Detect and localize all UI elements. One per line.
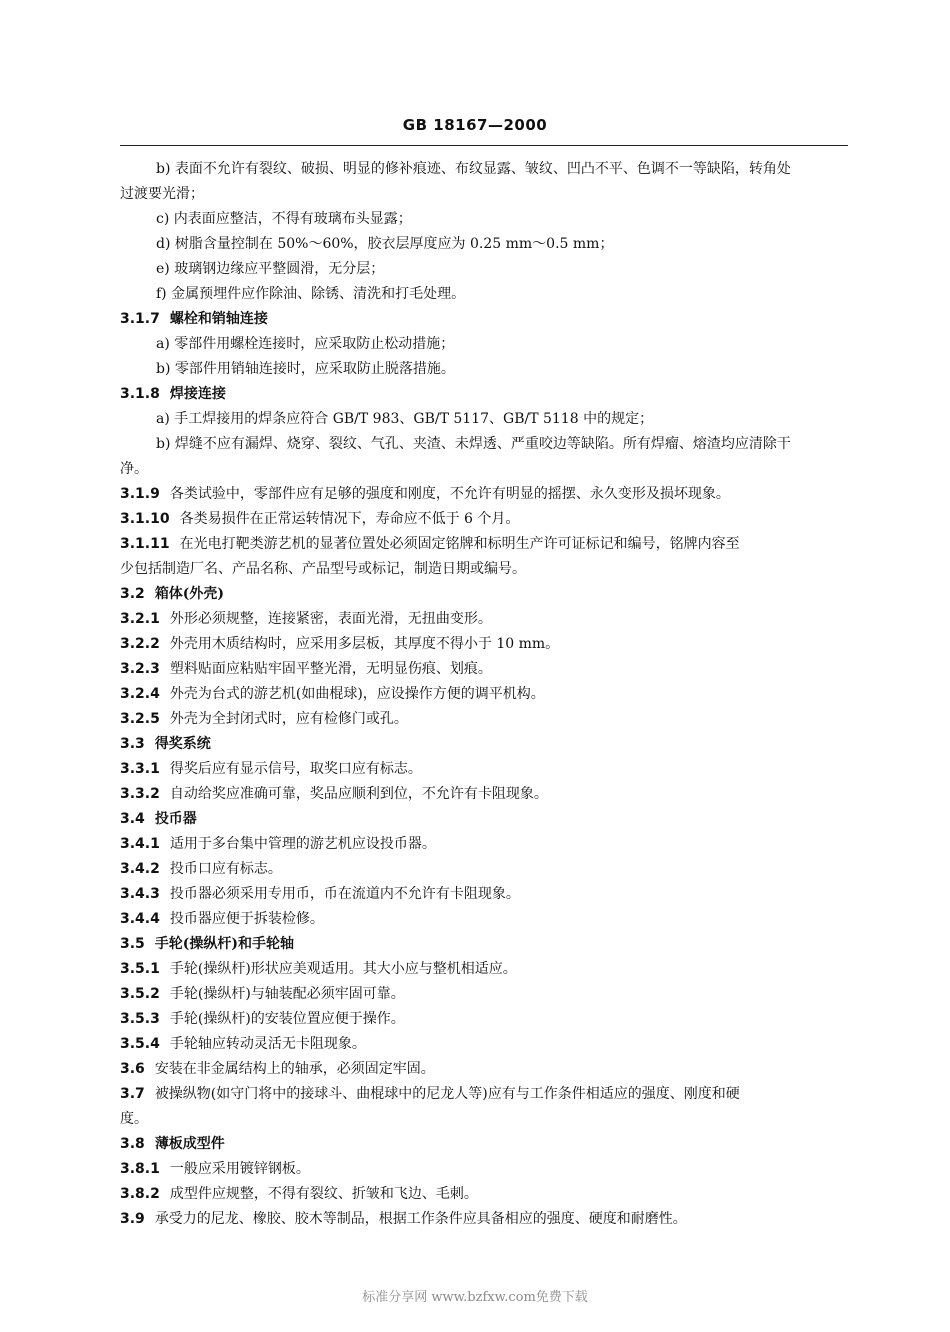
clause-text: 外壳为全封闭式时，应有检修门或孔。 <box>169 711 408 727</box>
footer-watermark <box>0 1286 950 1305</box>
text-line-s354 <box>120 1032 848 1057</box>
text-line-s352 <box>120 982 848 1007</box>
clause-number: 3.2 <box>120 586 145 602</box>
text-line-s382 <box>120 1182 848 1207</box>
clause-text: 手轮轴应转动灵活无卡阻现象。 <box>169 1036 366 1052</box>
clause-number: 3.8.1 <box>120 1161 160 1177</box>
clause-number: 3.5.2 <box>120 986 160 1002</box>
clause-text: 在光电打靶类游艺机的显著位置处必须固定铭牌和标明生产许可证标记和编号，铭牌内容至 <box>179 536 740 552</box>
text-line-s33 <box>120 732 848 757</box>
document-body <box>120 157 848 1232</box>
clause-text: 一般应采用镀锌钢板。 <box>169 1161 310 1177</box>
clause-text: d) 树脂含量控制在 50%～60%，胶衣层厚度应为 0.25 mm～0.5 mm； <box>156 236 614 252</box>
section-heading: 焊接连接 <box>169 386 226 402</box>
clause-number: 3.5.4 <box>120 1036 160 1052</box>
clause-text: b) 零部件用销轴连接时，应采取防止脱落措施。 <box>156 361 455 377</box>
text-line-s332 <box>120 782 848 807</box>
text-line-s321 <box>120 607 848 632</box>
clause-number: 3.3 <box>120 736 145 752</box>
clause-number: 3.7 <box>120 1086 145 1102</box>
clause-number: 3.2.4 <box>120 686 160 702</box>
clause-text: 投币器必须采用专用币，币在流道内不允许有卡阻现象。 <box>169 886 520 902</box>
text-line-s351 <box>120 957 848 982</box>
text-line-s318 <box>120 382 848 407</box>
clause-number: 3.5.1 <box>120 961 160 977</box>
text-line-b2 <box>120 182 848 207</box>
text-line-s323 <box>120 657 848 682</box>
clause-text: 自动给奖应准确可靠，奖品应顺利到位，不允许有卡阻现象。 <box>169 786 548 802</box>
text-line-s35 <box>120 932 848 957</box>
text-line-s36 <box>120 1057 848 1082</box>
text-line-s38 <box>120 1132 848 1157</box>
text-line-s37b <box>120 1107 848 1132</box>
clause-text: 安装在非金属结构上的轴承，必须固定牢固。 <box>154 1061 435 1077</box>
clause-number: 3.1.10 <box>120 511 170 527</box>
clause-text: f) 金属预埋件应作除油、除锈、清洗和打毛处理。 <box>156 286 466 302</box>
clause-text: 成型件应规整，不得有裂纹、折皱和飞边、毛刺。 <box>169 1186 478 1202</box>
clause-text: 过渡要光滑； <box>120 186 204 202</box>
clause-number: 3.5 <box>120 936 145 952</box>
clause-number: 3.2.2 <box>120 636 160 652</box>
clause-text: 外壳用木质结构时，应采用多层板，其厚度不得小于 10 mm。 <box>169 636 560 652</box>
clause-number: 3.1.11 <box>120 536 170 552</box>
clause-text: 外形必须规整，连接紧密，表面光滑，无扭曲变形。 <box>169 611 492 627</box>
text-line-s3110 <box>120 507 848 532</box>
text-line-s39 <box>120 1207 848 1232</box>
clause-number: 3.4.1 <box>120 836 160 852</box>
text-line-b1 <box>120 157 848 182</box>
clause-number: 3.4.2 <box>120 861 160 877</box>
clause-text: 得奖后应有显示信号，取奖口应有标志。 <box>169 761 422 777</box>
clause-text: 度。 <box>120 1111 148 1127</box>
section-heading: 得奖系统 <box>154 736 211 752</box>
text-line-s319 <box>120 482 848 507</box>
clause-text: 投币器应便于拆装检修。 <box>169 911 324 927</box>
text-line-s317 <box>120 307 848 332</box>
text-line-s325 <box>120 707 848 732</box>
text-line-d <box>120 232 848 257</box>
clause-number: 3.1.8 <box>120 386 160 402</box>
clause-number: 3.2.5 <box>120 711 160 727</box>
clause-text: 少包括制造厂名、产品名称、产品型号或标记，制造日期或编号。 <box>120 561 526 577</box>
clause-text: 适用于多台集中管理的游艺机应设投币器。 <box>169 836 436 852</box>
clause-text: 被操纵物(如守门将中的接球斗、曲棍球中的尼龙人等)应有与工作条件相适应的强度、刚度和硬 <box>154 1086 740 1102</box>
section-heading: 投币器 <box>154 811 197 827</box>
text-line-s353 <box>120 1007 848 1032</box>
section-heading: 螺栓和销轴连接 <box>169 311 268 327</box>
clause-text: c) 内表面应整洁，不得有玻璃布头显露； <box>156 211 412 227</box>
clause-number: 3.1.7 <box>120 311 160 327</box>
text-line-s3111b <box>120 557 848 582</box>
clause-number: 3.2.3 <box>120 661 160 677</box>
text-line-s37a <box>120 1082 848 1107</box>
text-line-s318b2 <box>120 457 848 482</box>
clause-number: 3.8.2 <box>120 1186 160 1202</box>
clause-text: 手轮(操纵杆)形状应美观适用。其大小应与整机相适应。 <box>169 961 517 977</box>
text-line-f <box>120 282 848 307</box>
text-line-s318a <box>120 407 848 432</box>
clause-text: 手轮(操纵杆)的安装位置应便于操作。 <box>169 1011 405 1027</box>
clause-text: 净。 <box>120 461 148 477</box>
clause-number: 3.4 <box>120 811 145 827</box>
text-line-s342 <box>120 857 848 882</box>
text-line-s343 <box>120 882 848 907</box>
clause-number: 3.4.3 <box>120 886 160 902</box>
clause-text: b) 焊缝不应有漏焊、烧穿、裂纹、气孔、夹渣、未焊透、严重咬边等缺陷。所有焊瘤、熔渣均应清除干 <box>156 436 791 452</box>
section-heading: 箱体(外壳) <box>154 586 225 602</box>
clause-text: 手轮(操纵杆)与轴装配必须牢固可靠。 <box>169 986 405 1002</box>
watermark-text: 标准分享网 www.bzfxw.com免费下载 <box>362 1290 588 1305</box>
standard-code: GB 18167—2000 <box>402 116 548 134</box>
text-line-s344 <box>120 907 848 932</box>
clause-number: 3.2.1 <box>120 611 160 627</box>
clause-number: 3.1.9 <box>120 486 160 502</box>
clause-text: 各类易损件在正常运转情况下，寿命应不低于 6 个月。 <box>179 511 520 527</box>
text-line-s341 <box>120 832 848 857</box>
clause-number: 3.8 <box>120 1136 145 1152</box>
text-line-s3111a <box>120 532 848 557</box>
clause-text: 投币口应有标志。 <box>169 861 282 877</box>
clause-number: 3.9 <box>120 1211 145 1227</box>
header-rule <box>120 145 848 146</box>
text-line-s331 <box>120 757 848 782</box>
section-heading: 薄板成型件 <box>154 1136 225 1152</box>
clause-text: a) 零部件用螺栓连接时，应采取防止松动措施； <box>156 336 455 352</box>
clause-text: 各类试验中，零部件应有足够的强度和刚度，不允许有明显的摇摆、永久变形及损坏现象。 <box>169 486 730 502</box>
clause-number: 3.5.3 <box>120 1011 160 1027</box>
clause-text: b) 表面不允许有裂纹、破损、明显的修补痕迹、布纹显露、皱纹、凹凸不平、色调不一等缺陷，转角处 <box>156 161 791 177</box>
text-line-s32 <box>120 582 848 607</box>
section-heading: 手轮(操纵杆)和手轮轴 <box>154 936 295 952</box>
clause-text: a) 手工焊接用的焊条应符合 GB/T 983、GB/T 5117、GB/T 5118 中的规定； <box>156 411 654 427</box>
text-line-s322 <box>120 632 848 657</box>
clause-number: 3.6 <box>120 1061 145 1077</box>
text-line-e <box>120 257 848 282</box>
text-line-c <box>120 207 848 232</box>
clause-text: 承受力的尼龙、橡胶、胶木等制品，根据工作条件应具备相应的强度、硬度和耐磨性。 <box>154 1211 687 1227</box>
clause-number: 3.3.1 <box>120 761 160 777</box>
clause-text: 外壳为台式的游艺机(如曲棍球)，应设操作方便的调平机构。 <box>169 686 545 702</box>
clause-text: 塑料贴面应粘贴牢固平整光滑，无明显伤痕、划痕。 <box>169 661 492 677</box>
text-line-s34 <box>120 807 848 832</box>
document-header <box>0 116 950 134</box>
text-line-s317a <box>120 332 848 357</box>
text-line-s381 <box>120 1157 848 1182</box>
clause-number: 3.3.2 <box>120 786 160 802</box>
text-line-s317b <box>120 357 848 382</box>
text-line-s324 <box>120 682 848 707</box>
clause-text: e) 玻璃钢边缘应平整圆滑，无分层； <box>156 261 385 277</box>
clause-number: 3.4.4 <box>120 911 160 927</box>
text-line-s318b1 <box>120 432 848 457</box>
